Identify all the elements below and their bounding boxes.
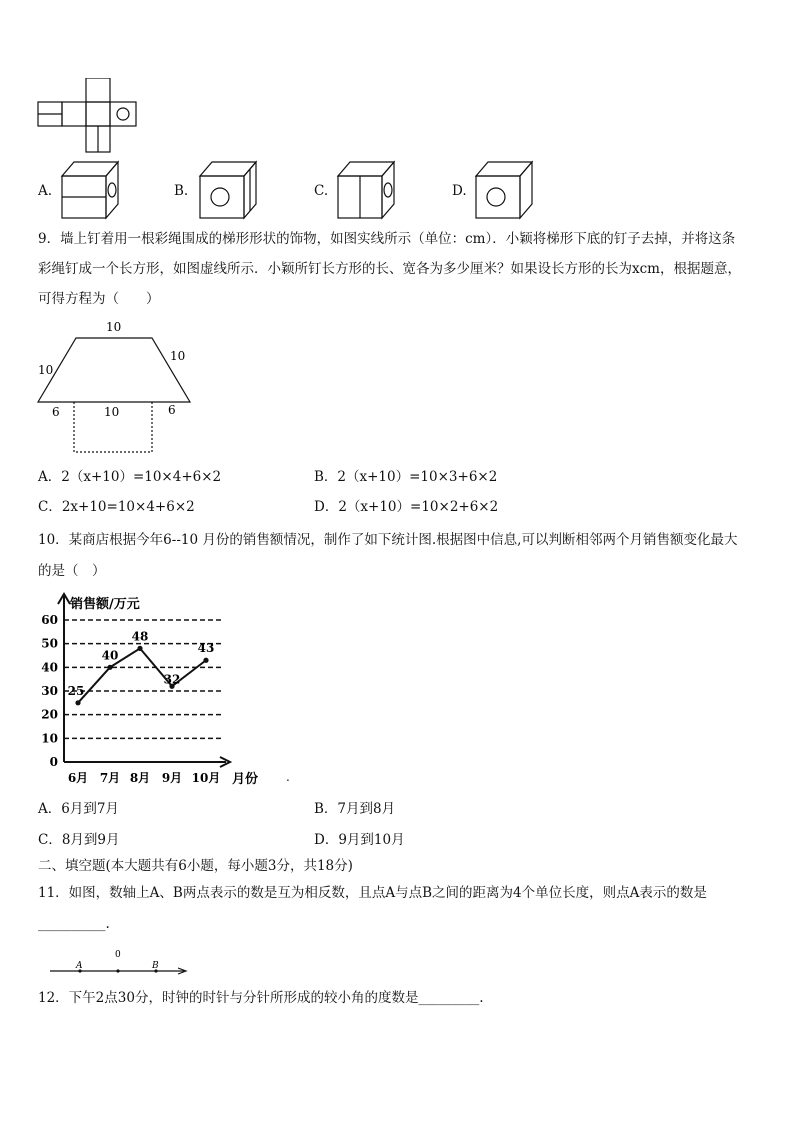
ytick-label-30: 30 xyxy=(41,684,58,698)
trap-bottom-right-label: 6 xyxy=(168,403,176,417)
q11-stem-line1: 11．如图，数轴上A、B两点表示的数是互为相反数，且点A与点B之间的距离为4个单位长度，则点A表示的数是 xyxy=(38,885,707,901)
q10-option-b: B．7月到8月 xyxy=(314,801,396,817)
q10-stem-line1: 10．某商店根据今年6--10 月份的销售额情况，制作了如下统计图.根据图中信息,可以判断相邻两个月销售额变化最大 xyxy=(38,532,738,548)
q8-option-b-cube xyxy=(198,160,260,220)
chart-ylabel: 销售额/万元 xyxy=(70,597,140,612)
q8-option-c-label: C. xyxy=(314,183,329,199)
number-line-label-origin: 0 xyxy=(115,950,121,960)
q12-stem: 12．下午2点30分，时钟的时针与分针所形成的较小角的度数是_________. xyxy=(38,990,484,1006)
q10-stem-line2: 的是（ ） xyxy=(38,563,106,579)
q9-stem-line3: 可得方程为（ ） xyxy=(38,291,160,307)
q9-option-b: B．2（x+10）=10×3+6×2 xyxy=(314,469,498,485)
data-point-1 xyxy=(107,665,112,670)
q8-option-b-label: B. xyxy=(174,183,189,199)
cube-net-figure xyxy=(36,78,140,154)
series-line xyxy=(78,648,206,702)
number-line-label-b: B xyxy=(152,961,159,971)
xtick-label-4: 10月 xyxy=(191,771,221,785)
ytick-label-40: 40 xyxy=(41,660,58,675)
data-label-3: 32 xyxy=(163,672,181,687)
trap-top-label: 10 xyxy=(106,320,122,334)
q9-option-a: A．2（x+10）=10×4+6×2 xyxy=(38,469,222,485)
chart-xlabel: 月份 xyxy=(232,772,259,787)
q10-option-a: A．6月到7月 xyxy=(38,801,119,817)
ytick-label-10: 10 xyxy=(41,731,58,746)
ytick-label-60: 60 xyxy=(41,613,58,627)
q11-answer-blank: __________. xyxy=(38,916,110,932)
ytick-label-50: 50 xyxy=(41,636,58,651)
q8-option-c-cube xyxy=(336,160,398,220)
ytick-label-20: 20 xyxy=(41,707,58,722)
q8-option-d-label: D. xyxy=(452,183,467,199)
data-point-0 xyxy=(75,700,80,705)
q10-option-d: D．9月到10月 xyxy=(314,832,405,848)
number-line-label-a: A xyxy=(76,961,83,971)
trap-left-label: 10 xyxy=(38,363,54,377)
sales-line-chart xyxy=(36,590,296,790)
q9-option-c: C．2x+10=10×4+6×2 xyxy=(38,499,195,515)
number-line-figure xyxy=(48,944,190,978)
data-point-4 xyxy=(203,658,208,663)
trap-bottom-mid-label: 10 xyxy=(104,405,120,419)
q8-option-d-cube xyxy=(474,160,536,220)
xtick-label-3: 9月 xyxy=(161,771,183,785)
trapezoid-figure xyxy=(30,316,200,456)
xtick-label-1: 7月 xyxy=(99,771,121,785)
q8-option-a-cube xyxy=(60,160,122,220)
xtick-label-0: 6月 xyxy=(67,771,89,785)
data-label-0: 25 xyxy=(67,683,85,698)
data-label-2: 48 xyxy=(131,629,149,644)
data-point-2 xyxy=(137,646,142,651)
trap-bottom-left-label: 6 xyxy=(52,405,60,419)
q9-stem-line1: 9．墙上钉着用一根彩绳围成的梯形形状的饰物，如图实线所示（单位：cm）．小颖将梯形下底的钉子去掉，并将这条 xyxy=(38,231,736,247)
data-label-1: 40 xyxy=(101,648,119,663)
q10-option-c: C．8月到9月 xyxy=(38,832,120,848)
xtick-label-2: 8月 xyxy=(129,771,151,785)
data-label-4: 43 xyxy=(197,641,215,656)
chart-trailing-dot: . xyxy=(286,770,290,784)
ytick-label-0: 0 xyxy=(49,755,58,769)
q9-option-d: D．2（x+10）=10×2+6×2 xyxy=(314,499,499,515)
section-heading: 二、填空题(本大题共有6小题，每小题3分，共18分) xyxy=(38,858,353,874)
q8-option-a-label: A. xyxy=(38,183,53,199)
q9-stem-line2: 彩绳钉成一个长方形，如图虚线所示．小颖所钉长方形的长、宽各为多少厘米？如果设长方形的长为xcm，根据题意， xyxy=(38,261,741,277)
trap-right-label: 10 xyxy=(170,349,186,363)
